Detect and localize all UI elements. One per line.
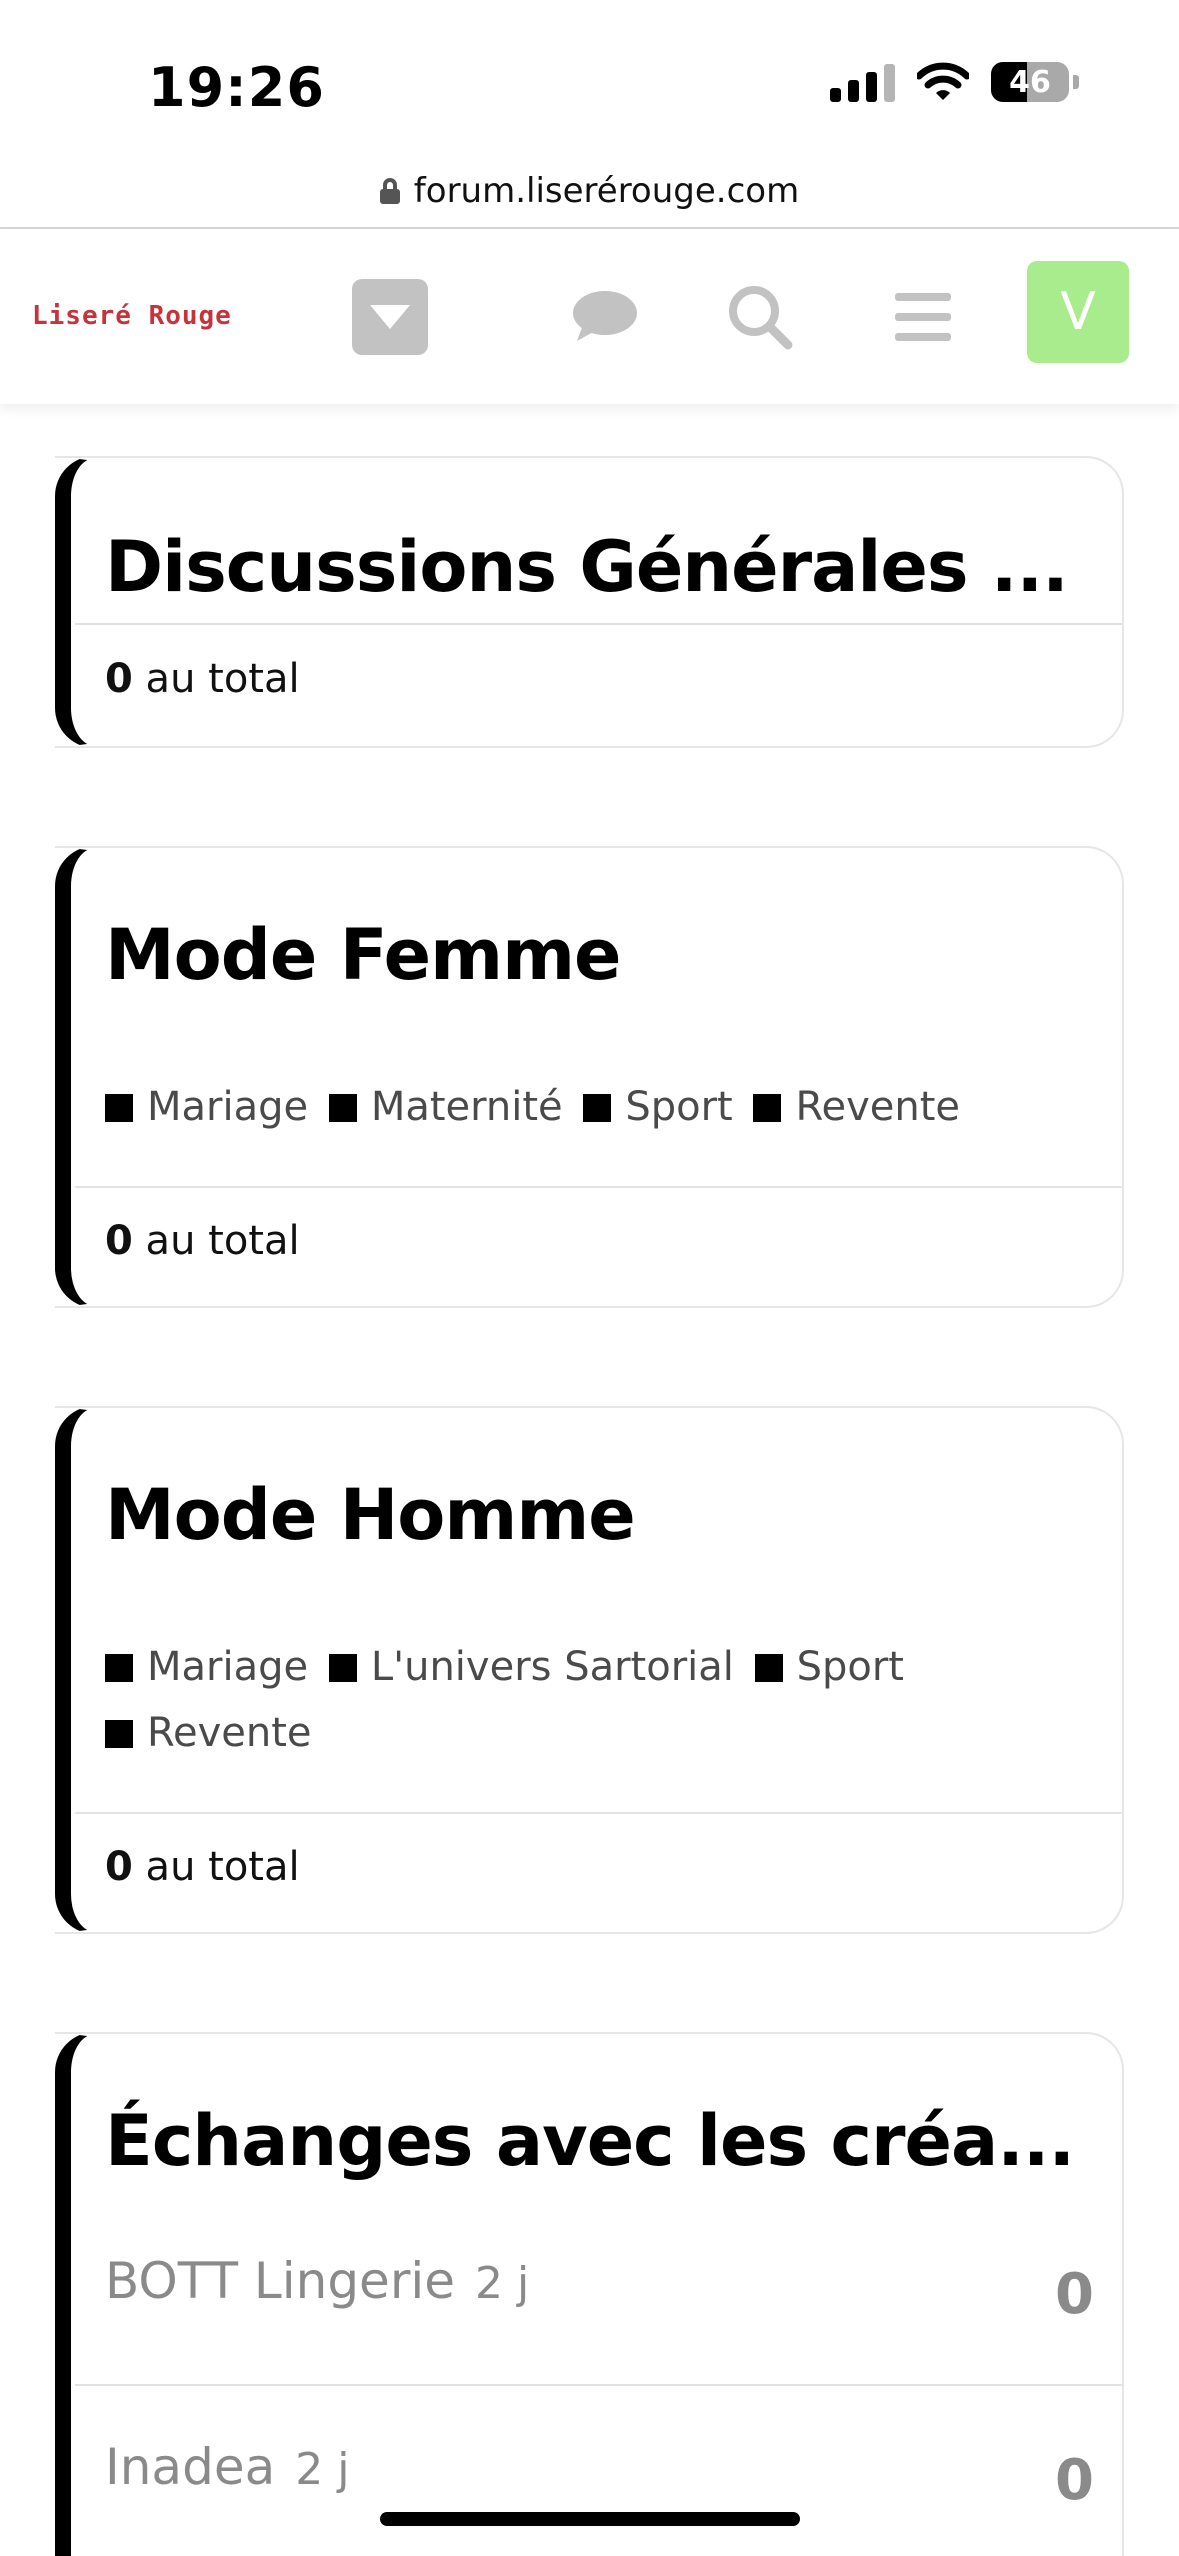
divider bbox=[75, 1186, 1122, 1188]
category-total bbox=[105, 1844, 300, 1890]
status-time: 19:26 bbox=[148, 56, 325, 119]
topic-age: 2 j bbox=[475, 2258, 530, 2309]
square-icon bbox=[753, 1094, 781, 1122]
subcategory-link[interactable]: L'univers Sartorial bbox=[329, 1634, 734, 1700]
total-count: 0 bbox=[105, 1844, 133, 1890]
topic-age: 2 j bbox=[295, 2444, 350, 2495]
category-total bbox=[105, 656, 300, 702]
topic-reply-count: 0 bbox=[1055, 2448, 1094, 2513]
divider bbox=[75, 623, 1122, 625]
status-icons bbox=[830, 62, 1079, 102]
search-button[interactable] bbox=[722, 279, 798, 355]
divider bbox=[75, 1812, 1122, 1814]
menu-button[interactable] bbox=[885, 279, 961, 355]
square-icon bbox=[755, 1654, 783, 1682]
subcategory-link[interactable]: Sport bbox=[755, 1634, 904, 1700]
battery-icon bbox=[991, 62, 1069, 102]
lock-icon bbox=[380, 178, 400, 204]
subcategory-link[interactable]: Mariage bbox=[105, 1634, 308, 1700]
cellular-signal-icon bbox=[830, 62, 895, 102]
square-icon bbox=[105, 1094, 133, 1122]
square-icon bbox=[329, 1654, 357, 1682]
square-icon bbox=[583, 1094, 611, 1122]
topic-row[interactable] bbox=[105, 2252, 1122, 2372]
total-label: au total bbox=[132, 1844, 300, 1890]
topic-title[interactable]: Inadea bbox=[105, 2438, 276, 2496]
battery-cap bbox=[1073, 75, 1079, 89]
category-card[interactable] bbox=[55, 1406, 1124, 1934]
topic-title[interactable]: BOTT Lingerie bbox=[105, 2252, 456, 2310]
divider bbox=[75, 2384, 1122, 2386]
category-card[interactable] bbox=[55, 456, 1124, 748]
category-title[interactable]: Échanges avec les créa... bbox=[105, 2100, 1075, 2182]
square-icon bbox=[329, 1094, 357, 1122]
inbox-button[interactable] bbox=[352, 279, 428, 355]
topic-title-wrap bbox=[105, 2252, 529, 2310]
subcategory-link[interactable]: Maternité bbox=[329, 1074, 563, 1140]
wifi-icon bbox=[917, 62, 969, 102]
subcategory-link[interactable]: Revente bbox=[105, 1700, 312, 1766]
chevron-down-icon bbox=[368, 303, 412, 331]
user-avatar[interactable]: V bbox=[1027, 261, 1129, 363]
subcategory-link[interactable]: Revente bbox=[753, 1074, 960, 1140]
category-title[interactable]: Mode Homme bbox=[105, 1474, 635, 1556]
subcategory-list bbox=[105, 1634, 1045, 1766]
subcategory-link[interactable]: Mariage bbox=[105, 1074, 308, 1140]
subcategory-list bbox=[105, 1074, 1045, 1140]
subcategory-link[interactable]: Sport bbox=[583, 1074, 732, 1140]
site-logo[interactable]: Liseré Rouge bbox=[32, 301, 232, 331]
square-icon bbox=[105, 1654, 133, 1682]
battery-level: 46 bbox=[1009, 64, 1051, 100]
status-bar bbox=[0, 0, 1179, 160]
total-count: 0 bbox=[105, 656, 133, 702]
category-card[interactable] bbox=[55, 2032, 1124, 2556]
topic-reply-count: 0 bbox=[1055, 2262, 1094, 2327]
total-label: au total bbox=[132, 656, 300, 702]
url-text: forum.liserérouge.com bbox=[413, 171, 800, 211]
square-icon bbox=[105, 1720, 133, 1748]
topic-title-wrap bbox=[105, 2438, 349, 2496]
forum-header bbox=[0, 229, 1179, 404]
total-label: au total bbox=[132, 1218, 300, 1264]
home-indicator[interactable] bbox=[380, 2512, 800, 2526]
category-card[interactable] bbox=[55, 846, 1124, 1308]
topic-row[interactable] bbox=[105, 2438, 1122, 2556]
category-total bbox=[105, 1218, 300, 1264]
address-bar[interactable] bbox=[0, 155, 1179, 227]
hamburger-menu-icon bbox=[893, 291, 953, 343]
search-icon bbox=[726, 283, 794, 351]
category-title[interactable]: Mode Femme bbox=[105, 914, 621, 996]
total-count: 0 bbox=[105, 1218, 133, 1264]
chat-button[interactable] bbox=[565, 279, 641, 355]
category-title[interactable]: Discussions Générales ... bbox=[105, 526, 1068, 608]
chat-icon bbox=[569, 289, 637, 345]
